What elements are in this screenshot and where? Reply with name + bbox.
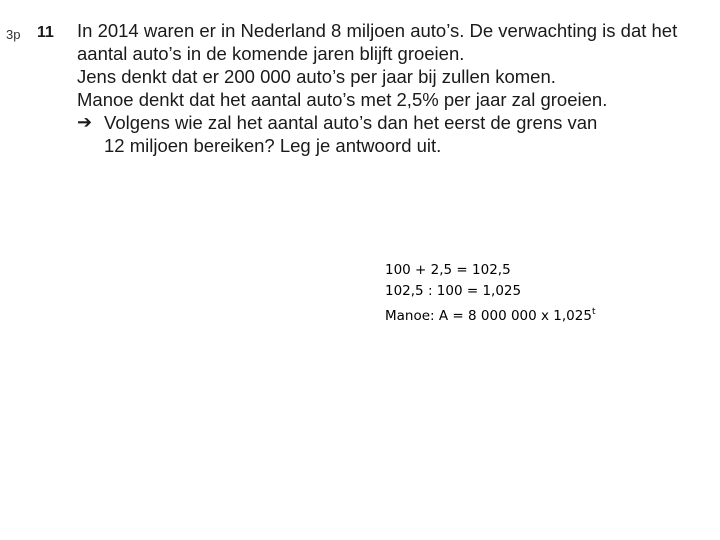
- work-line-1: 100 + 2,5 = 102,5: [385, 262, 511, 278]
- question-number: 11: [37, 24, 54, 41]
- question-line-1: In 2014 waren er in Nederland 8 miljoen auto’s. De verwachting is dat het: [77, 20, 678, 41]
- question-line-3: Jens denkt dat er 200 000 auto’s per jaar bij zullen komen.: [77, 66, 556, 87]
- task-block: [77, 111, 717, 157]
- work-line-3: [385, 302, 595, 327]
- task-line-2: 12 miljoen bereiken? Leg je antwoord uit.: [104, 135, 442, 156]
- work-line-3-formula: Manoe: A = 8 000 000 x 1,025: [385, 308, 592, 324]
- worked-solution: [385, 260, 595, 327]
- task-line-1: Volgens wie zal het aantal auto’s dan het eerst de grens van: [104, 112, 598, 133]
- work-line-3-exponent: t: [591, 307, 596, 317]
- question-text: [77, 19, 717, 157]
- question-line-4: Manoe denkt dat het aantal auto’s met 2,5% per jaar zal groeien.: [77, 89, 608, 110]
- points-label: 3p: [6, 27, 21, 42]
- work-line-2: 102,5 : 100 = 1,025: [385, 283, 522, 299]
- arrow-right-icon: ➔: [77, 112, 93, 132]
- question-line-2: aantal auto’s in de komende jaren blijft groeien.: [77, 43, 465, 64]
